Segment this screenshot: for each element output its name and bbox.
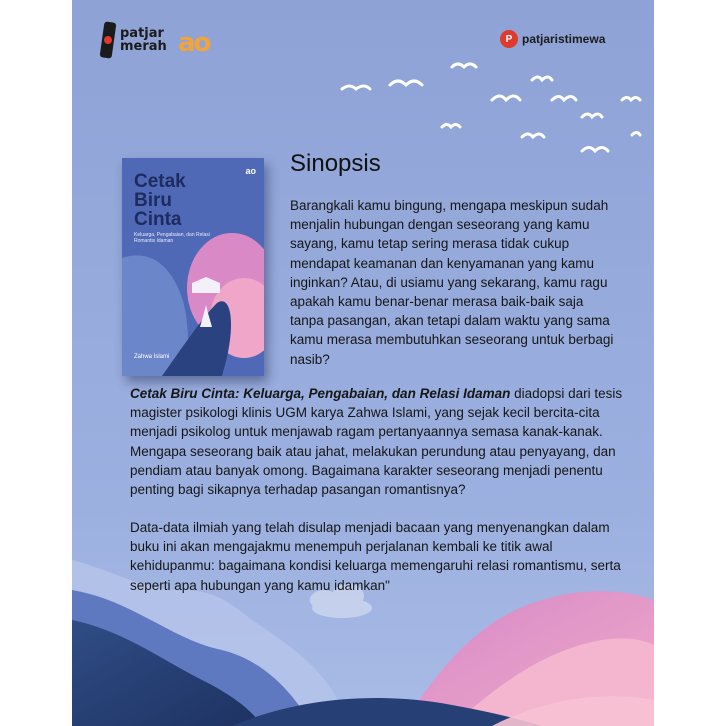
merah-logo-text: merah: [120, 39, 167, 54]
bird-icon: [390, 81, 422, 85]
bird-icon: [552, 97, 576, 101]
bird-icon: [532, 77, 552, 80]
book-author: Zahwa Islami: [134, 354, 170, 360]
bird-icon: [442, 125, 460, 128]
synopsis-heading: Sinopsis: [290, 150, 381, 177]
book-title-emphasis: Cetak Biru Cinta: Keluarga, Pengabaian, dan Relasi Idaman: [130, 386, 511, 401]
ao-logo: [178, 28, 209, 58]
bird-icon: [582, 148, 608, 152]
bird-icon: [582, 114, 602, 117]
ao-logo-text: ao: [178, 28, 210, 58]
book-cover-image: [122, 158, 264, 376]
book-subtitle: Keluarga, Pengabaian, dan Relasi Romantis Idaman: [134, 232, 210, 244]
book-publisher-mark: ao: [245, 166, 256, 176]
poster: [72, 0, 654, 726]
patjar-merah-logo: [102, 22, 167, 58]
bird-icon: [452, 64, 476, 67]
synopsis-paragraph-2: [130, 384, 630, 499]
bird-icon: [622, 98, 640, 101]
book-title: [134, 172, 186, 229]
synopsis-paragraph-1: Barangkali kamu bingung, mengapa meskipun sudah menjalin hubungan dengan seseorang yang kamu sayang, kamu tetap sering merasa tidak cukup mendapat keamanan dan kenyamanan yang kamu inginkan? Atau, di usiamu yang sekarang, kamu ragu apakah kamu benar-benar merasa baik-baik saja tanpa pasangan, akan tetapi dalam waktu yang sama kamu merasa membutuhkan seseorang untuk berbagi nasib?: [290, 198, 614, 367]
instagram-handle-text: patjaristimewa: [522, 32, 606, 46]
book-title-line: Cinta: [134, 209, 182, 230]
synopsis-paragraph-3: Data-data ilmiah yang telah disulap menjadi bacaan yang menyenangkan dalam buku ini akan mengajakmu menempuh perjalanan kembali ke titik awal kehidupanmu: bagaimana kondisi keluarga memengaruhi relasi romantismu, serta seperti apa hubungan yang kamu idamkan": [130, 520, 621, 593]
patjar-logo-text: patjar: [120, 26, 164, 41]
instagram-handle: [500, 30, 605, 48]
book-title-line: Biru: [134, 190, 172, 211]
patjar-merah-badge-icon: [100, 21, 117, 58]
patjar-istimewa-logo-icon: P: [500, 30, 518, 48]
bird-icon: [342, 86, 370, 89]
synopsis-paragraph-2-text: diadopsi dari tesis magister psikologi klinis UGM karya Zahwa Islami, yang sejak kecil bercita-cita menjadi psikolog untuk menjawab ragam pertanyaannya semasa kanak-kanak. Mengapa seseorang baik atau jahat, melakukan perundung atau penyayang, dan pendiam atau banyak omong. Bagaimana karakter seseorang menjadi penentu penting bagi sikapnya terhadap pasangan romantisnya?: [130, 386, 623, 498]
bird-icon: [492, 96, 520, 100]
bird-icon: [632, 133, 640, 136]
book-title-line: Cetak: [134, 171, 186, 192]
bird-icon: [522, 134, 544, 137]
